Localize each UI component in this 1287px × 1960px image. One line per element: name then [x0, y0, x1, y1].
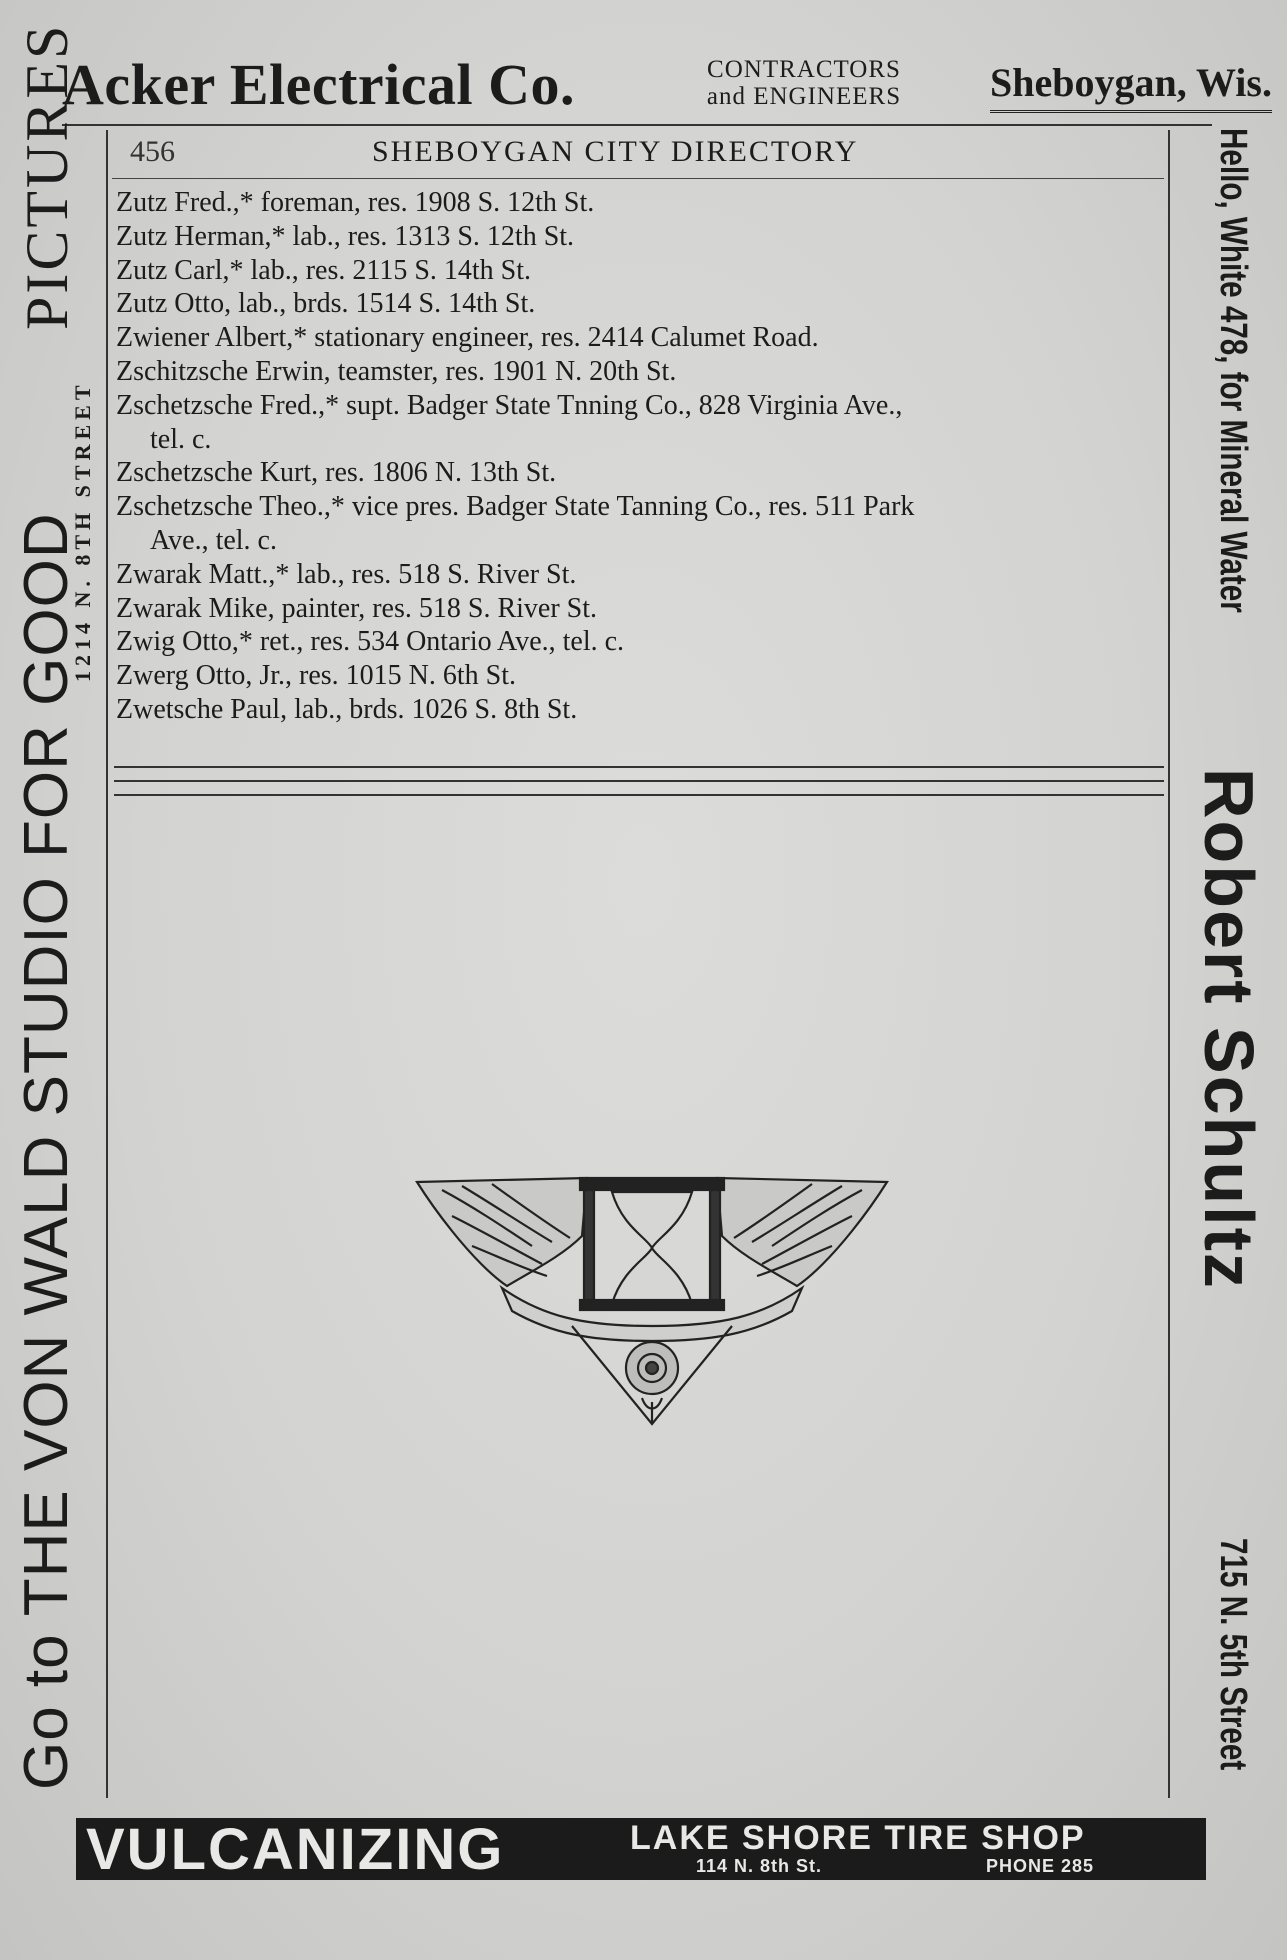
entry-continuation: tel. c.: [150, 423, 212, 455]
entry-text: Zwetsche Paul, lab., brds. 1026 S. 8th St.: [116, 693, 578, 725]
bottom-ad-phone: PHONE 285: [986, 1856, 1095, 1876]
end-rule: [114, 794, 1164, 796]
entry-text: Zschetzsche Kurt, res. 1806 N. 13th St.: [116, 457, 557, 489]
section-end-rules: [114, 766, 1164, 808]
header-contractors-label: [644, 56, 964, 110]
directory-entry: [116, 220, 1166, 254]
bottom-advertisement-banner: [76, 1818, 1206, 1880]
end-rule: [114, 766, 1164, 768]
entry-continuation: Ave., tel. c.: [150, 524, 277, 556]
header-contractors-line2: and ENGINEERS: [706, 83, 902, 110]
directory-entry: [116, 592, 1166, 626]
directory-entry: [116, 254, 1166, 288]
bottom-ad-address: 114 N. 8th St.: [696, 1856, 823, 1876]
left-ad-pictures: PICTURES: [14, 22, 80, 330]
left-ad-address: 1214 N. 8TH STREET: [70, 380, 95, 682]
end-rule: [114, 780, 1164, 782]
directory-entry: [116, 186, 1166, 220]
running-head-rule: [112, 178, 1164, 179]
directory-entry: [116, 287, 1166, 321]
directory-entry: [116, 659, 1166, 693]
entry-text: Zschetzsche Fred.,* supt. Badger State Tnning Co., 828 Virginia Ave.,: [116, 389, 903, 421]
running-head-title: SHEBOYGAN CITY DIRECTORY: [372, 135, 859, 168]
entry-text: Zwiener Albert,* stationary engineer, res. 2414 Calumet Road.: [116, 322, 819, 354]
frame-right-rule: [1168, 130, 1170, 1798]
directory-entry: [116, 490, 1166, 558]
right-ad-telephone: Hello, White 478, for Mineral Water: [1212, 128, 1254, 613]
directory-entry: [116, 625, 1166, 659]
entry-text: Zwig Otto,* ret., res. 534 Ontario Ave., tel. c.: [116, 626, 625, 658]
directory-entry: [116, 456, 1166, 490]
directory-entries: [116, 186, 1166, 727]
header-rule: [62, 124, 1212, 126]
directory-entry: [116, 558, 1166, 592]
directory-entry: [116, 355, 1166, 389]
bottom-ad-shop-name: LAKE SHORE TIRE SHOP: [630, 1819, 1086, 1857]
entry-text: Zschetzsche Theo.,* vice pres. Badger State Tanning Co., res. 511 Park: [116, 491, 915, 523]
entry-text: Zwarak Matt.,* lab., res. 518 S. River St.: [116, 558, 577, 590]
directory-entry: [116, 321, 1166, 355]
header-city: Sheboygan, Wis.: [990, 56, 1272, 113]
entry-text: Zutz Otto, lab., brds. 1514 S. 14th St.: [116, 288, 536, 320]
entry-text: Zutz Carl,* lab., res. 2115 S. 14th St.: [116, 254, 532, 286]
header-contractors-line1: CONTRACTORS: [707, 56, 901, 83]
left-side-advertisement: [0, 10, 110, 1790]
page-number: 456: [130, 135, 175, 168]
right-ad-name: Robert Schultz: [1190, 768, 1268, 1290]
header-company-name: Acker Electrical Co.: [62, 52, 576, 117]
entry-text: Zutz Fred.,* foreman, res. 1908 S. 12th St.: [116, 187, 595, 218]
winged-hourglass-ornament-icon: [412, 1176, 892, 1426]
entry-text: Zwerg Otto, Jr., res. 1015 N. 6th St.: [116, 660, 517, 692]
bottom-ad-main: VULCANIZING: [86, 1817, 505, 1882]
entry-text: Zutz Herman,* lab., res. 1313 S. 12th St.: [116, 220, 575, 252]
right-side-advertisement: [1176, 128, 1286, 1908]
header-advertisement: [62, 52, 1272, 118]
entry-text: Zschitzsche Erwin, teamster, res. 1901 N. 20th St.: [116, 355, 677, 387]
entry-text: Zwarak Mike, painter, res. 518 S. River St.: [116, 592, 598, 624]
directory-entry: [116, 693, 1166, 727]
right-ad-address: 715 N. 5th Street: [1212, 1538, 1254, 1771]
directory-entry: [116, 389, 1166, 457]
left-ad-studio-text: Go to THE VON WALD STUDIO FOR GOOD: [12, 512, 81, 1790]
